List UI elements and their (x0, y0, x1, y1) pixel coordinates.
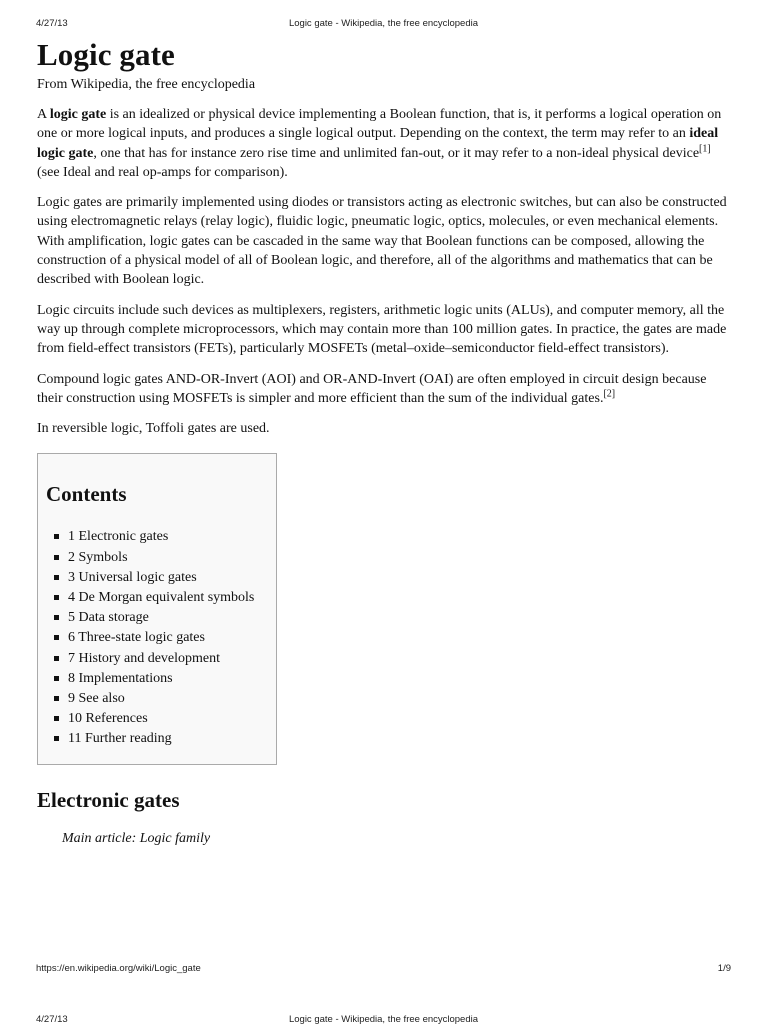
bullet-icon (54, 716, 59, 721)
toc-item-label: 2 Symbols (68, 549, 128, 565)
next-page-header (36, 1014, 731, 1025)
print-footer (36, 963, 731, 974)
toc-item-de-morgan[interactable] (68, 588, 276, 608)
toc-item-label: 6 Three-state logic gates (68, 630, 205, 646)
bullet-icon (54, 595, 59, 600)
p1-text-1: A (37, 107, 50, 122)
toc-item-three-state[interactable] (68, 628, 276, 648)
p1-text-4: (see Ideal and real op-amps for comparison). (37, 164, 288, 180)
toc-item-history[interactable] (68, 649, 276, 669)
p4-text: Compound logic gates AND-OR-Invert (AOI) and OR-AND-Invert (OAI) are often employed in circuit design because their construction using MOSFETs is simpler and more efficient than the sum of the individual gates. (37, 371, 707, 406)
bullet-icon (54, 534, 59, 539)
toc-item-label: 11 Further reading (68, 731, 172, 747)
toc-item-references[interactable] (68, 709, 276, 729)
bullet-icon (54, 696, 59, 701)
article-body (37, 34, 727, 848)
toc-item-data-storage[interactable] (68, 608, 276, 628)
intro-paragraph-3: Logic circuits include such devices as multiplexers, registers, arithmetic logic units (ALUs), and computer memory, all the way up through complete microprocessors, which may contain more than 100 million gates. In practice, the gates are made from field-effect transistors (FETs), particularly MOSFETs (metal–oxide–semiconductor field-effect transistors). (37, 302, 727, 357)
reference-link-1[interactable]: [1] (699, 142, 711, 154)
next-print-date: 4/27/13 (36, 1014, 68, 1025)
toc-item-label: 9 See also (68, 691, 125, 707)
intro-paragraph-1 (37, 105, 727, 182)
print-header (36, 18, 731, 29)
toc-item-label: 5 Data storage (68, 610, 149, 626)
page-subtitle: From Wikipedia, the free encyclopedia (37, 77, 256, 92)
reference-link-2[interactable]: [2] (603, 388, 616, 400)
section-heading-electronic-gates: Electronic gates (37, 787, 180, 812)
bullet-icon (54, 615, 59, 620)
table-of-contents (37, 453, 277, 764)
print-page-title: Logic gate - Wikipedia, the free encyclopedia (288, 18, 479, 29)
print-url: https://en.wikipedia.org/wiki/Logic_gate (36, 963, 201, 974)
term-ideal-logic-gate: ideal logic gate (37, 126, 719, 161)
p1-text-2: is an idealized or physical device implementing a Boolean function, that is, it performs a logical operation on one or more logical inputs, and produces a single logical output. Depending on the context, the term may refer to an (37, 107, 722, 142)
toc-item-label: 7 History and development (68, 650, 221, 666)
toc-list (46, 527, 276, 749)
page-title: Logic gate (37, 37, 175, 72)
toc-item-label: 8 Implementations (68, 670, 173, 686)
toc-item-implementations[interactable] (68, 669, 276, 689)
toc-item-symbols[interactable] (68, 548, 276, 568)
bullet-icon (54, 656, 59, 661)
p1-text-3: , one that has for instance zero rise time and unlimited fan-out, or it may refer to a non-ideal physical device (93, 145, 700, 161)
toc-title: Contents (46, 482, 127, 507)
next-print-page-title: Logic gate - Wikipedia, the free encyclopedia (288, 1014, 479, 1025)
toc-item-further-reading[interactable] (68, 729, 276, 749)
bullet-icon (54, 676, 59, 681)
print-page-number: 1/9 (717, 963, 731, 974)
term-logic-gate: logic gate (49, 107, 107, 122)
toc-item-electronic-gates[interactable] (68, 527, 276, 547)
intro-paragraph-2: Logic gates are primarily implemented using diodes or transistors acting as electronic switches, but can also be constructed using electromagnetic relays (relay logic), fluidic logic, pneumatic logic, optics, molecules, or even mechanical elements. With amplification, logic gates can be cascaded in the same way that Boolean functions can be composed, allowing the construction of a physical model of all of Boolean logic, and therefore, all of the algorithms and mathematics that can be described with Boolean logic. (37, 195, 727, 288)
bullet-icon (54, 736, 59, 741)
print-date: 4/27/13 (36, 18, 68, 29)
toc-item-label: 10 References (68, 711, 148, 727)
toc-item-label: 1 Electronic gates (68, 529, 169, 545)
intro-paragraph-4 (37, 370, 727, 409)
hatnote-main-article[interactable]: Main article: Logic family (62, 830, 211, 846)
toc-item-label: 3 Universal logic gates (68, 569, 197, 585)
toc-item-universal-logic-gates[interactable] (68, 568, 276, 588)
bullet-icon (54, 555, 59, 560)
bullet-icon (54, 635, 59, 640)
toc-item-see-also[interactable] (68, 689, 276, 709)
toc-item-label: 4 De Morgan equivalent symbols (68, 590, 255, 606)
intro-paragraph-5: In reversible logic, Toffoli gates are used. (37, 421, 270, 437)
bullet-icon (54, 575, 59, 580)
